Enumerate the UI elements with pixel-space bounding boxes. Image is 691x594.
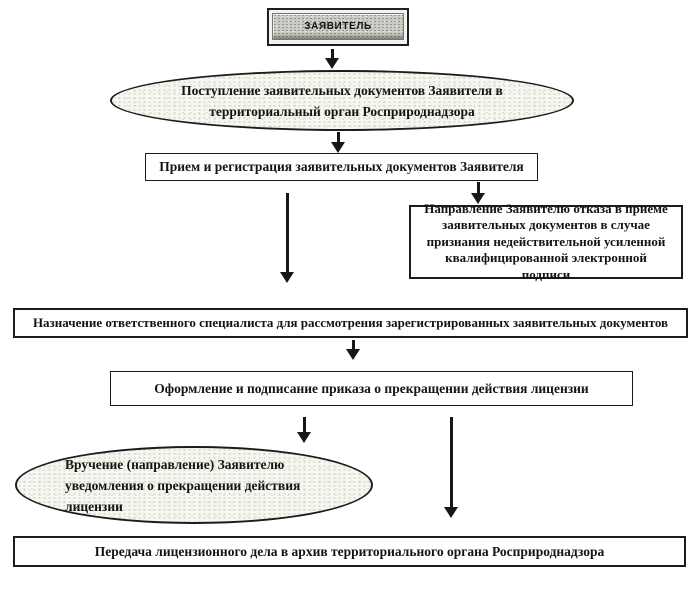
specialist-box [13,308,688,338]
rejection-box-label: Направление Заявителю отказа в приеме заявительных документов в случае признания недействительной усиленной квалифицированной электронной подписи [424,200,668,282]
applicant-label: ЗАЯВИТЕЛЬ [272,13,404,40]
notice-ellipse [15,446,373,524]
specialist-box-label: Назначение ответственного специалиста для рассмотрения зарегистрированных заявительных документов [32,314,669,330]
reception-box [145,153,538,181]
arrow-applicant-to-intake [325,49,339,69]
notice-ellipse-label: Вручение (направление) Заявителю уведомления о прекращении действия лицензии [65,456,301,514]
intake-ellipse [110,70,574,131]
applicant-box [267,8,409,46]
arrow-intake-to-reception [331,132,345,153]
order-box [110,371,633,406]
order-box-label: Оформление и подписание приказа о прекращении действия лицензии [154,380,589,396]
archive-box [13,536,686,567]
arrow-specialist-to-order [346,340,360,360]
rejection-box [409,200,683,282]
arrow-reception-to-specialist [280,193,294,283]
archive-box-label: Передача лицензионного дела в архив территориального органа Росприроднадзора [94,543,605,559]
reception-box-label: Прием и регистрация заявительных документов Заявителя [159,159,524,175]
arrow-order-to-archive [444,417,458,518]
intake-ellipse-label: Поступление заявительных документов Заявителя в территориальный орган Росприроднадзора [181,82,503,119]
arrow-order-to-notice [297,417,311,443]
